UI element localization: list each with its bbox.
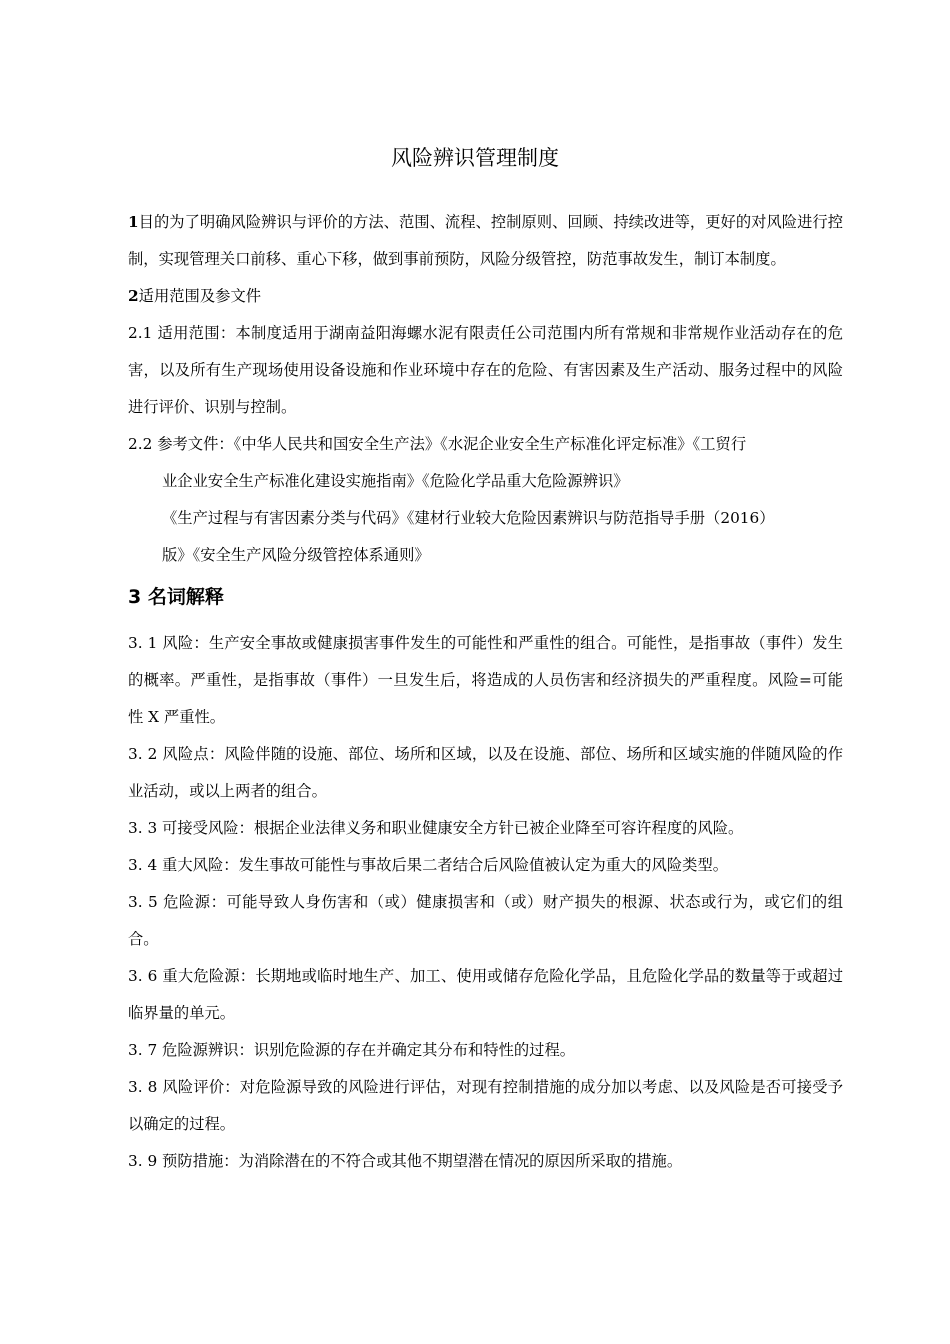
document-body (128, 204, 843, 1180)
definition-item: 3. 9 预防措施：为消除潜在的不符合或其他不期望潜在情况的原因所采取的措施。 (128, 1152, 683, 1170)
definition-item: 3. 8 风险评价：对危险源导致的风险进行评估，对现有控制措施的成分加以考虑、以及风险是否可接受予以确定的过程。 (128, 1078, 843, 1133)
section-2-2-refs-line-2: 业企业安全生产标准化建设实施指南》《危险化学品重大危险源辨识》 (162, 472, 629, 490)
definition-item: 3. 3 可接受风险：根据企业法律义务和职业健康安全方针已被企业降至可容许程度的风险。 (128, 819, 744, 837)
section-1-text: 目的为了明确风险辨识与评价的方法、范围、流程、控制原则、回顾、持续改进等，更好的对风险进行控制，实现管理关口前移、重心下移，做到事前预防，风险分级管控，防范事故发生，制订本制度。 (128, 213, 843, 268)
definition-item: 3. 6 重大危险源：长期地或临时地生产、加工、使用或储存危险化学品，且危险化学品的数量等于或超过临界量的单元。 (128, 967, 843, 1022)
section-1-number: 1 (128, 213, 139, 231)
document-title: 风险辨识管理制度 (391, 146, 559, 170)
section-2-heading-text: 适用范围及参文件 (138, 287, 262, 305)
definition-item: 3. 5 危险源：可能导致人身伤害和（或）健康损害和（或）财产损失的根源、状态或行为，或它们的组合。 (128, 893, 843, 948)
section-2-2-refs-line-4: 版》《安全生产风险分级管控体系通则》 (162, 546, 430, 564)
section-2-2-refs-line-3: 《生产过程与有害因素分类与代码》《建材行业较大危险因素辨识与防范指导手册（2016） (162, 509, 775, 527)
section-2-1-scope: 2.1 适用范围：本制度适用于湖南益阳海螺水泥有限责任公司范围内所有常规和非常规作业活动存在的危害，以及所有生产现场使用设备设施和作业环境中存在的危险、有害因素及生产活动、服务过程中的风险进行评价、识别与控制。 (128, 324, 843, 416)
section-1-purpose (128, 204, 843, 278)
definition-item: 3. 1 风险：生产安全事故或健康损害事件发生的可能性和严重性的组合。可能性，是指事故（事件）发生的概率。严重性，是指事故（事件）一旦发生后，将造成的人员伤害和经济损失的严重程度。风险=可能性 X 严重性。 (128, 634, 843, 726)
section-2-2-refs-line-1: 2.2 参考文件：《中华人民共和国安全生产法》《水泥企业安全生产标准化评定标准》《工贸行 (128, 435, 747, 453)
definition-item: 3. 2 风险点：风险伴随的设施、部位、场所和区域，以及在设施、部位、场所和区域实施的伴随风险的作业活动，或以上两者的组合。 (128, 745, 843, 800)
section-3-heading: 3 名词解释 (128, 586, 224, 608)
section-2-heading (128, 278, 843, 315)
section-2-number: 2 (128, 287, 139, 305)
definition-item: 3. 4 重大风险：发生事故可能性与事故后果二者结合后风险值被认定为重大的风险类型。 (128, 856, 729, 874)
definition-item: 3. 7 危险源辨识：识别危险源的存在并确定其分布和特性的过程。 (128, 1041, 576, 1059)
definitions-list (128, 625, 843, 1180)
